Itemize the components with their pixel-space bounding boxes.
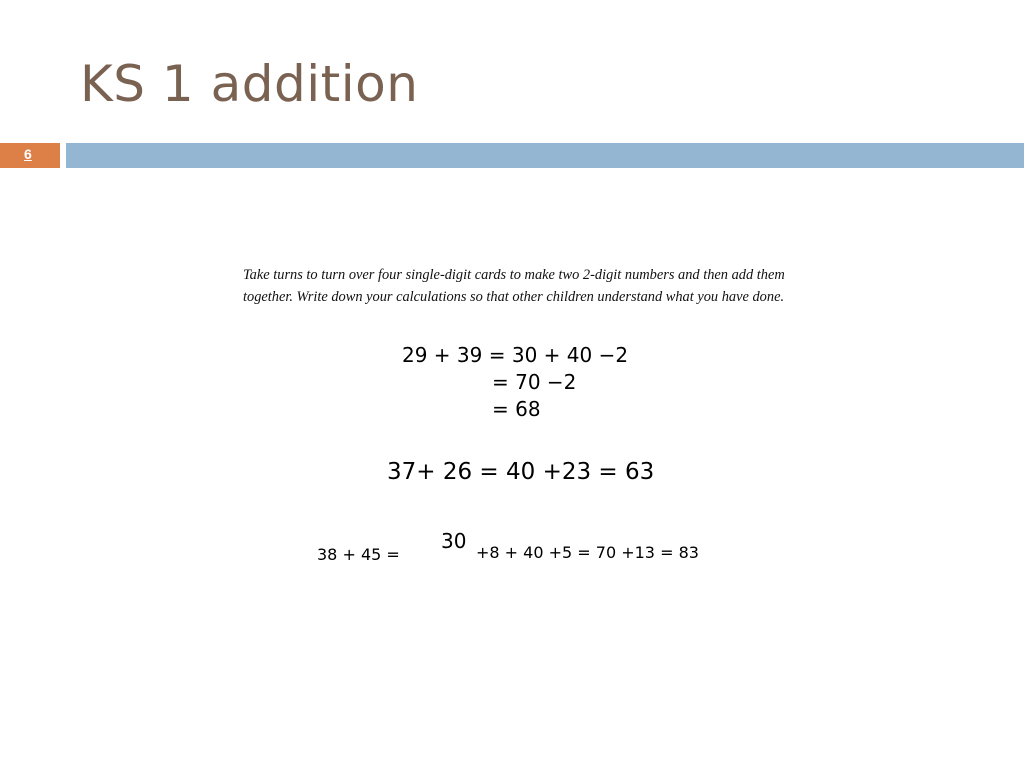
title-accent-bar bbox=[66, 143, 1024, 168]
task-instructions: Take turns to turn over four single-digit cards to make two 2-digit numbers and then add them together. Write down your calculations so that other children understand what you have done. bbox=[243, 267, 785, 305]
example1-line3: = 68 bbox=[492, 397, 541, 421]
slide-title: KS 1 addition bbox=[80, 55, 419, 113]
slide-number[interactable]: 6 bbox=[24, 146, 32, 162]
example1-line2: = 70 −2 bbox=[492, 370, 577, 394]
example3-right: +8 + 40 +5 = 70 +13 = 83 bbox=[476, 543, 699, 562]
example2-line1: 37+ 26 = 40 +23 = 63 bbox=[387, 459, 655, 485]
slide-number-badge bbox=[0, 143, 60, 168]
example3-thirty: 30 bbox=[441, 529, 467, 553]
example3-left: 38 + 45 = bbox=[317, 545, 400, 564]
example1-line1: 29 + 39 = 30 + 40 −2 bbox=[402, 343, 629, 367]
